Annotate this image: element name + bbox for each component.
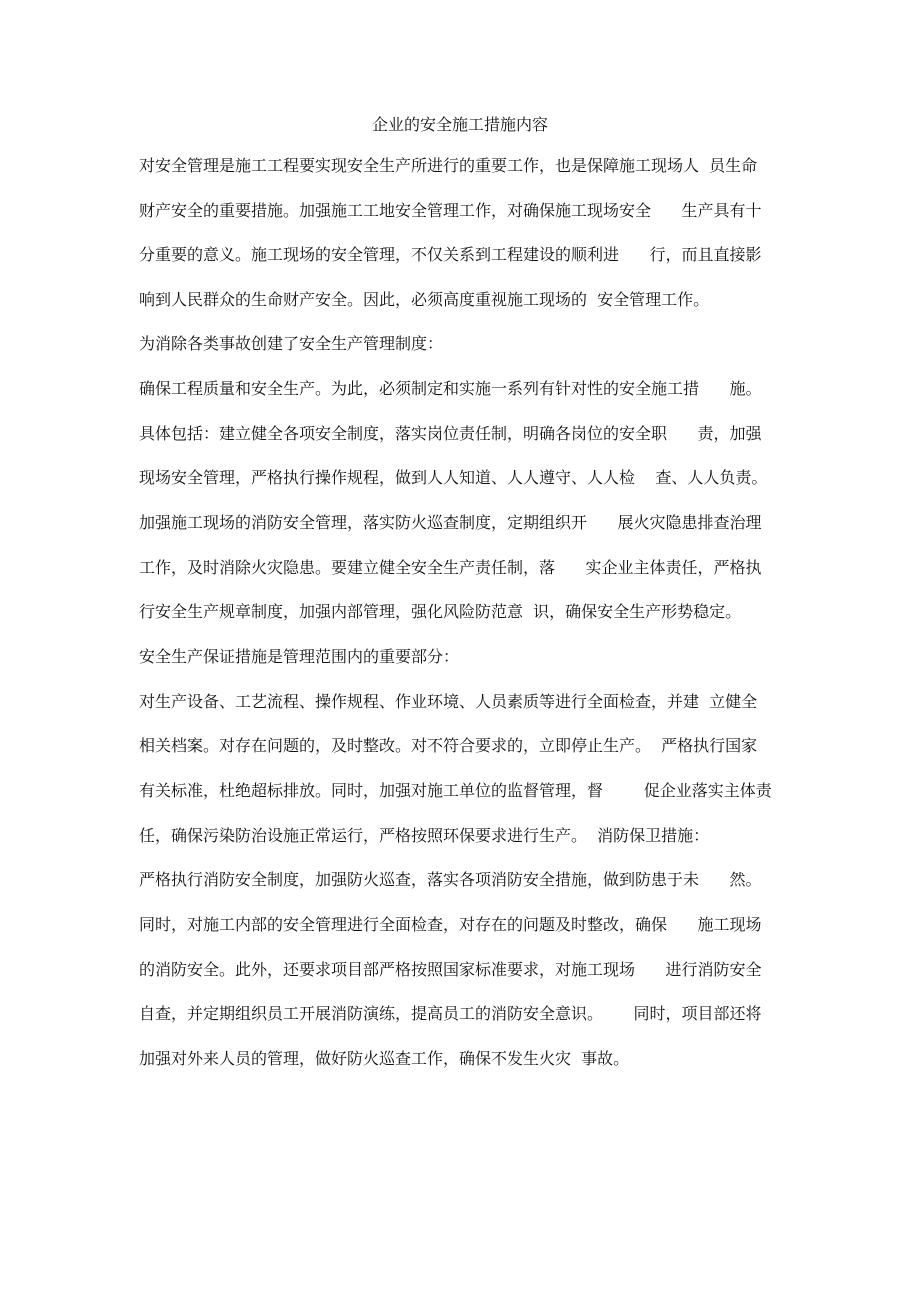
text-line-10: 工作，及时消除火灾隐患。要建立健全安全生产责任制，落 实企业主体责任，严格执: [139, 558, 762, 577]
text-line-11: 行安全生产规章制度，加强内部管理，强化风险防范意 识，确保安全生产形势稳定。: [139, 602, 742, 621]
text-line-15: 有关标准，杜绝超标排放。同时，加强对施工单位的监督管理，督 促企业落实主体责: [139, 781, 772, 800]
text-line-2: 财产安全的重要措施。加强施工工地安全管理工作，对确保施工现场安全 生产具有十: [139, 201, 762, 220]
document-body: [139, 154, 799, 1071]
text-line-18: 同时，对施工内部的安全管理进行全面检查，对存在的问题及时整改，确保 施工现场: [139, 915, 762, 934]
text-line-21: 加强对外来人员的管理，做好防火巡查工作，确保不发生火灾 事故。: [139, 1049, 630, 1068]
text-line-16: 任，确保污染防治设施正常运行，严格按照环保要求进行生产。 消防保卫措施：: [139, 826, 710, 845]
text-line-7: 具体包括：建立健全各项安全制度，落实岗位责任制，明确各岗位的安全职 责，加强: [139, 424, 762, 443]
text-line-6: 确保工程质量和安全生产。为此，必须制定和实施一系列有针对性的安全施工措 施。: [139, 379, 762, 398]
text-line-14: 相关档案。对存在问题的，及时整改。对不符合要求的，立即停止生产。 严格执行国家: [139, 736, 758, 755]
text-line-5: 为消除各类事故创建了安全生产管理制度：: [139, 334, 444, 353]
text-line-12: 安全生产保证措施是管理范围内的重要部分：: [139, 647, 460, 666]
text-line-4: 响到人民群众的生命财产安全。因此，必须高度重视施工现场的 安全管理工作。: [139, 290, 710, 309]
page-title: 企业的安全施工措施内容: [371, 115, 548, 134]
text-line-19: 的消防安全。此外，还要求项目部严格按照国家标准要求，对施工现场 进行消防安全: [139, 960, 762, 979]
text-line-20: 自查，并定期组织员工开展消防演练，提高员工的消防安全意识。 同时，项目部还将: [139, 1004, 762, 1023]
text-line-9: 加强施工现场的消防安全管理，落实防火巡查制度，定期组织开 展火灾隐患排查治理: [139, 513, 762, 532]
text-line-3: 分重要的意义。施工现场的安全管理，不仅关系到工程建设的顺利进 行，而且直接影: [139, 245, 762, 264]
text-line-13: 对生产设备、工艺流程、操作规程、作业环境、人员素质等进行全面检查，并建 立健全: [139, 692, 758, 711]
text-line-8: 现场安全管理，严格执行操作规程，做到人人知道、人人遵守、人人检 查、人人负责。: [139, 468, 768, 487]
text-line-17: 严格执行消防安全制度，加强防火巡查，落实各项消防安全措施，做到防患于未 然。: [139, 870, 762, 889]
text-line-1: 对安全管理是施工工程要实现安全生产所进行的重要工作，也是保障施工现场人 员生命: [139, 156, 758, 175]
